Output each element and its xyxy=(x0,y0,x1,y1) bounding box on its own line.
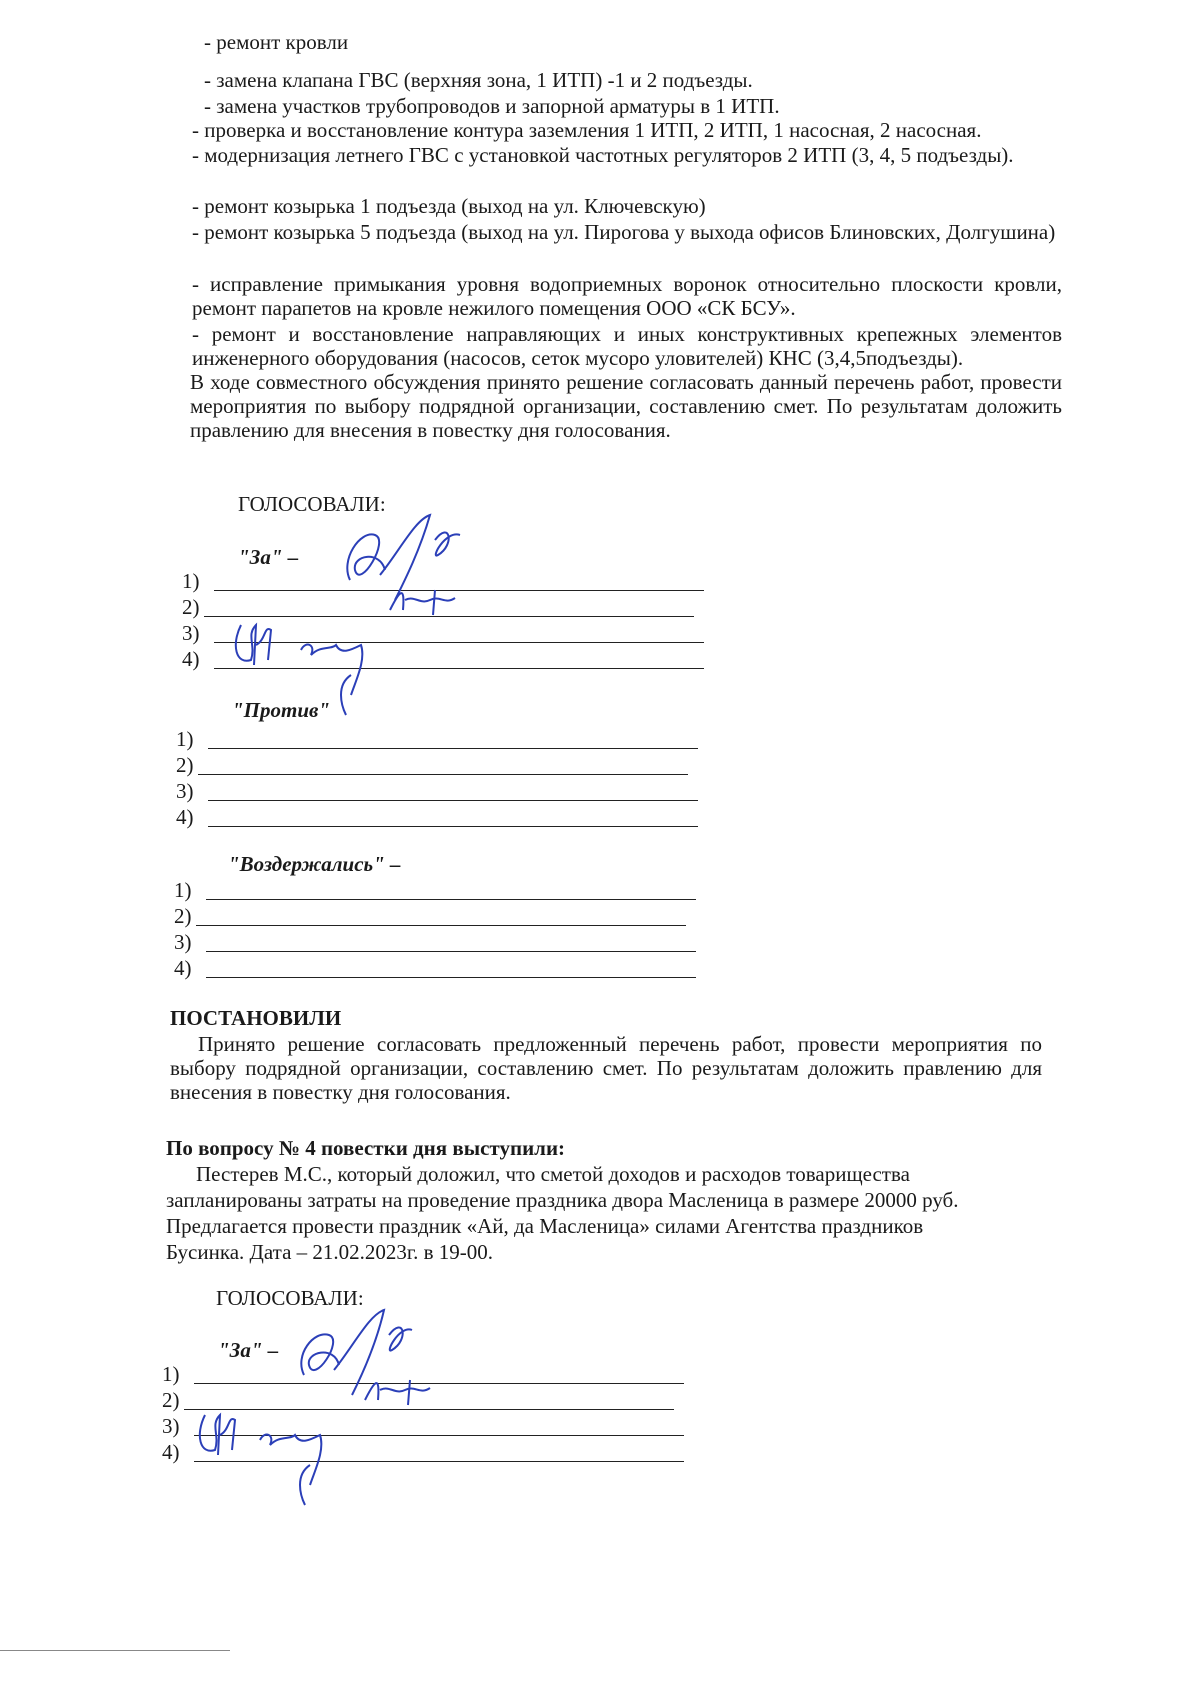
work-item-roof: - ремонт кровли xyxy=(204,30,349,54)
page-bottom-rule xyxy=(0,1650,230,1651)
row-number: 1) xyxy=(182,569,200,593)
row-number: 1) xyxy=(174,878,192,902)
work-item-valve: - замена клапана ГВС (верхняя зона, 1 ИТП) -1 и 2 подъезды. xyxy=(204,68,753,92)
voted-heading-2: ГОЛОСОВАЛИ: xyxy=(216,1286,364,1310)
question4-heading: По вопросу № 4 повестки дня выступили: xyxy=(166,1136,566,1160)
work-item-funnels: - исправление примыкания уровня водоприемных воронок относительно плоскости кровли, ремонт парапетов на кровле нежилого помещения ООО «СК БСУ». xyxy=(192,272,1062,320)
signature-6 xyxy=(190,1395,380,1515)
row-number: 3) xyxy=(174,930,192,954)
signature-line xyxy=(206,899,696,900)
row-number: 2) xyxy=(176,753,194,777)
row-number: 4) xyxy=(176,805,194,829)
signature-line xyxy=(198,774,688,775)
signature-line xyxy=(206,951,696,952)
row-number: 4) xyxy=(174,956,192,980)
resolution-heading: ПОСТАНОВИЛИ xyxy=(170,1006,342,1030)
work-item-canopy-1: - ремонт козырька 1 подъезда (выход на ул. Ключевскую) xyxy=(192,194,706,218)
work-item-gvs: - модернизация летнего ГВС с установкой частотных регуляторов 2 ИТП (3, 4, 5 подъезды). xyxy=(192,143,1014,167)
row-number: 2) xyxy=(182,595,200,619)
question4-line-3: Предлагается провести праздник «Ай, да Масленица» силами Агентства праздников xyxy=(166,1214,924,1238)
work-item-fasteners: - ремонт и восстановление направляющих и иных конструктивных крепежных элементов инженерного оборудования (насосов, сеток мусоро уловителей) КНС (3,4,5подъезды). xyxy=(192,322,1062,370)
work-item-pipes: - замена участков трубопроводов и запорной арматуры в 1 ИТП. xyxy=(204,94,780,118)
row-number: 1) xyxy=(162,1362,180,1386)
work-item-grounding: - проверка и восстановление контура заземления 1 ИТП, 2 ИТП, 1 насосная, 2 насосная. xyxy=(192,118,982,142)
signature-line xyxy=(208,748,698,749)
vote-for-label: "За" – xyxy=(238,545,299,569)
row-number: 4) xyxy=(162,1440,180,1464)
row-number: 3) xyxy=(176,779,194,803)
vote-for-label-2: "За" – xyxy=(218,1338,279,1362)
row-number: 2) xyxy=(174,904,192,928)
vote-abstain-label: "Воздержались" – xyxy=(228,852,401,876)
row-number: 4) xyxy=(182,647,200,671)
signature-line xyxy=(196,925,686,926)
work-item-canopy-5: - ремонт козырька 5 подъезда (выход на ул. Пирогова у выхода офисов Блиновских, Долгушина) xyxy=(192,220,1056,244)
signature-3 xyxy=(226,605,426,725)
question4-line-1: Пестерев М.С., который доложил, что сметой доходов и расходов товарищества xyxy=(196,1162,910,1186)
row-number: 3) xyxy=(162,1414,180,1438)
row-number: 2) xyxy=(162,1388,180,1412)
row-number: 3) xyxy=(182,621,200,645)
signature-line xyxy=(208,800,698,801)
voted-heading: ГОЛОСОВАЛИ: xyxy=(238,492,386,516)
vote-against-label: "Против" xyxy=(232,698,331,722)
row-number: 1) xyxy=(176,727,194,751)
question4-line-2: запланированы затраты на проведение праздника двора Масленица в размере 20000 руб. xyxy=(166,1188,959,1212)
question4-line-4: Бусинка. Дата – 21.02.2023г. в 19-00. xyxy=(166,1240,494,1264)
resolution-text: Принято решение согласовать предложенный перечень работ, провести мероприятия по выбору подрядной организации, составлению смет. По результатам доложить правлению для внесения в повестку дня голосования. xyxy=(170,1032,1042,1104)
discussion-paragraph: В ходе совместного обсуждения принято решение согласовать данный перечень работ, провести мероприятия по выбору подрядной организации, составлению смет. По результатам доложить правлению для внесения в повестку дня голосования. xyxy=(190,370,1062,442)
signature-line xyxy=(206,977,696,978)
signature-line xyxy=(208,826,698,827)
